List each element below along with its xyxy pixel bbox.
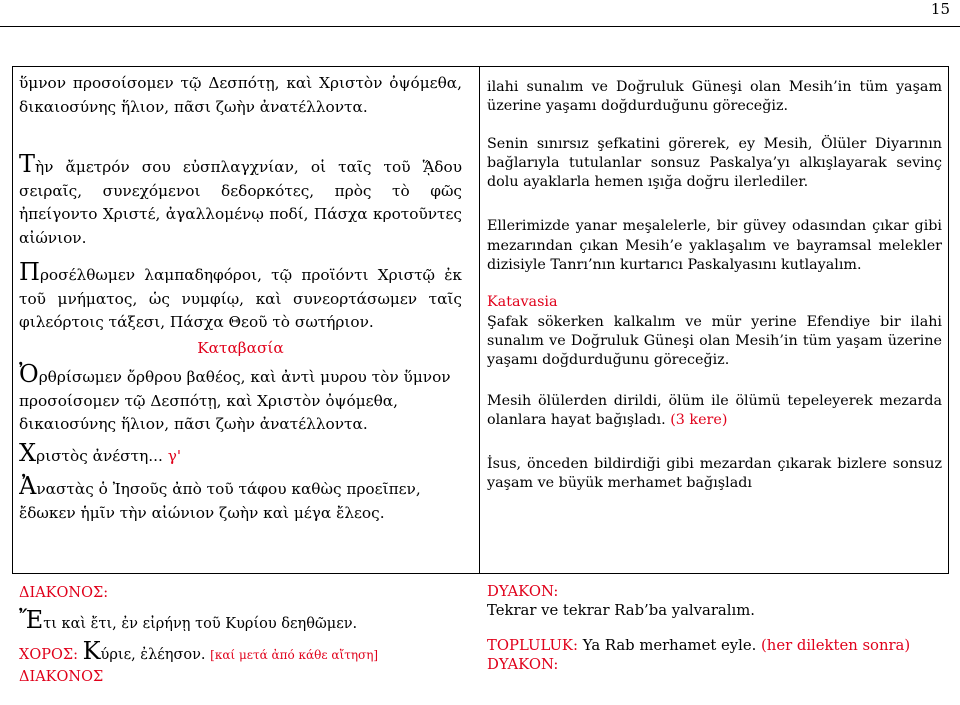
turkish-diakon-label: DYAKON: (487, 583, 559, 600)
greek-paragraph-6: Ἀναστὰς ὁ Ἰησοῦς ἀπὸ τοῦ τάφου καθὼς προεῖπεν, ἔδωκεν ἡμῖν τὴν αἰώνιον ζωὴν καὶ μέγα ἔλεος. (19, 472, 421, 522)
greek-paragraph-2: Τὴν ἄμετρόν σου εὐσπλαγχνίαν, οἱ ταῖς τοῦ ᾍδου σειραῖς, συνεχόμενοι δεδορκότες, πρὸς τὸ φῶς ἠπείγοντο Χριστέ, ἀγαλλομένῳ ποδί, Πάσχα κροτοῦντες αἰώνιον. (19, 150, 462, 247)
turkish-paragraph-2: Senin sınırsız şefkatini görerek, ey Mesih, Ölüler Diyarının bağlarıyla tutulanlar sonsuz Paskalya’yı alkışlayarak sevinç dolu ayaklarla hemen ışığa doğru ilerlediler. (487, 135, 942, 191)
turkish-paragraph-1: ilahi sunalım ve Doğruluk Güneşi olan Mesih’in tüm yaşam üzerine yaşamı doğdurduğunu göreceğiz. (487, 79, 942, 115)
drop-initial: Κ (82, 637, 101, 665)
greek-litany (19, 582, 462, 688)
greek-paragraph-4: Ὀρθρίσωμεν ὄρθρου βαθέος, καὶ ἀντὶ μυρου τὸν ὕμνον προσοίσομεν τῷ Δεσπότῃ, καὶ Χριστὸν ὀψόμεθα, δικαιοσύνης ἥλιον, πᾶσι ζωὴν ἀνατέλλοντα. (19, 360, 451, 433)
greek-katavasia-heading: Καταβασία (197, 338, 284, 357)
greek-column (19, 72, 462, 525)
header-rule (0, 26, 960, 27)
table-border-bottom (12, 573, 949, 574)
greek-litany-line: Ἔτι καὶ ἔτι, ἐν εἰρήνῃ τοῦ Κυρίου δεηθῶμεν. (19, 606, 358, 634)
drop-initial: Ὀ (19, 360, 39, 388)
greek-response-line: ΧΟΡΟΣ: Κύριε, ἐλέησον. [καί μετά ἀπό κάθε αἴτηση] (19, 637, 379, 665)
turkish-paragraph-3: Ellerimizde yanar meşalelerle, bir güvey odasından çıkar gibi mezarından çıkan Mesih’e yaklaşalım ve bayramsal melekler dizisiyle Tanrı’nın kurtarıcı Paskalyasını kutlayalım. (487, 218, 942, 274)
greek-diakonos-label-2: ΔΙΑΚΟΝΟΣ (19, 669, 104, 685)
turkish-paragraph-6: İsus, önceden bildirdiği gibi mezardan çıkarak bizlere sonsuz yaşam ve büyük merhamet bağışladı (487, 456, 942, 492)
drop-initial: Ἀ (19, 472, 37, 500)
greek-paragraph-1: ὕμνον προσοίσομεν τῷ Δεσπότῃ, καὶ Χριστὸν ὀψόμεθα, δικαιοσύνης ἥλιον, πᾶσι ζωὴν ἀνατέλλοντα. (19, 74, 462, 116)
turkish-column (487, 78, 942, 494)
drop-initial: Π (19, 258, 40, 286)
page-number: 15 (930, 0, 950, 18)
table-border-left (12, 66, 13, 574)
turkish-diakon-label-2: DYAKON: (487, 655, 559, 673)
turkish-litany (487, 583, 942, 674)
turkish-litany-line: Tekrar ve tekrar Rab’ba yalvaralım. (487, 601, 755, 619)
greek-paragraph-3: Προσέλθωμεν λαμπαδηφόροι, τῷ προϊόντι Χριστῷ ἐκ τοῦ μνήματος, ὡς νυμφίῳ, καὶ συνεορτάσωμεν ταῖς φιλεόρτοις τάξεσι, Πάσχα Θεοῦ τὸ σωτήριον. (19, 258, 462, 331)
table-border-right (948, 66, 949, 574)
table-divider (479, 66, 480, 574)
drop-initial: Τ (19, 150, 36, 178)
turkish-katavasia-heading: Katavasia (487, 294, 558, 311)
turkish-paragraph-4: Şafak sökerken kalkalım ve mür yerine Efendiye bir ilahi sunalım ve Doğruluk Güneşi olan Mesih’in tüm yaşam üzerine yaşamı doğdurduğunu göreceğiz. (487, 313, 942, 369)
turkish-response-line: TOPLULUK: Ya Rab merhamet eyle. (her dilekten sonra) (487, 637, 911, 654)
drop-initial: Ἔ (19, 606, 44, 634)
greek-diakonos-label: ΔΙΑΚΟΝΟΣ: (19, 585, 109, 601)
greek-paragraph-5: Χριστὸς ἀνέστη... γ' (19, 438, 182, 467)
turkish-paragraph-5: Mesih ölülerden dirildi, ölüm ile ölümü tepeleyerek mezarda olanlara hayat bağışladı. (3 kere) (487, 392, 942, 428)
table-border-top (12, 66, 949, 67)
drop-initial: Χ (19, 438, 37, 467)
